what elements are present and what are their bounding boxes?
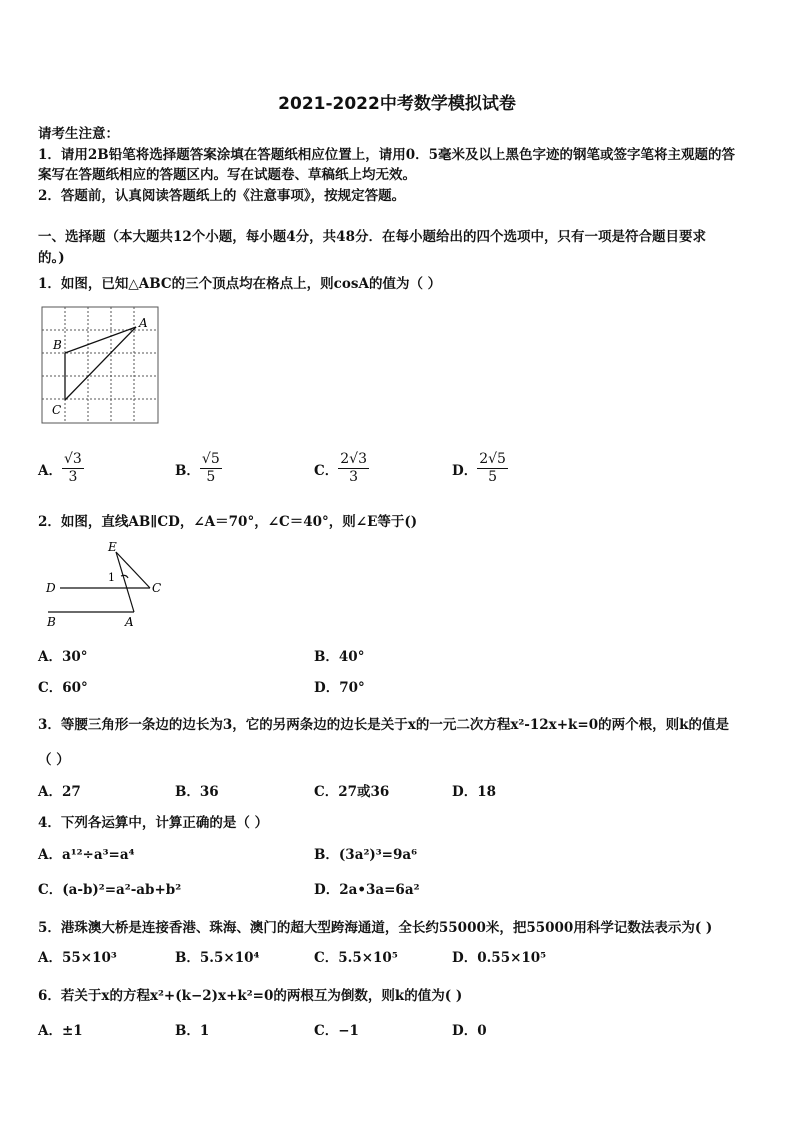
q1-option-d-label: D． [452,462,478,479]
q1-option-a-label: A． [38,462,62,479]
q1-side-ca [65,327,136,400]
q2-label-c: C [152,581,162,595]
q2-option-c[interactable]: C．60° [38,680,88,696]
q1-option-c-den: 3 [349,469,359,486]
q1-option-a-num: √3 [62,452,84,469]
q3-stem: 3．等腰三角形一条边的边长为3，它的另两条边的边长是关于x的一元二次方程x²-12x+k=0的两个根，则k的值是 [38,717,729,733]
q6-option-c[interactable]: C．−1 [314,1023,359,1039]
q1-stem: 1．如图，已知△ABC的三个顶点均在格点上，则cosA的值为（ ） [38,276,442,292]
q2-stem: 2．如图，直线AB∥CD，∠A＝70°，∠C＝40°，则∠E等于() [38,514,418,530]
q2-option-d[interactable]: D．70° [314,680,365,696]
q3-option-a[interactable]: A．27 [38,784,81,800]
section-heading-line-1: 一、选择题（本大题共12个小题，每小题4分，共48分．在每小题给出的四个选项中，只有一项是符合题目要求 [38,229,706,245]
q1-side-ab [65,327,136,353]
q2-label-angle-1: 1 [108,571,115,584]
q1-option-d-num: 2√5 [477,452,508,469]
q2-option-a[interactable]: A．30° [38,649,88,665]
q5-option-b[interactable]: B．5.5×10⁴ [175,950,260,966]
q1-option-d-den: 5 [488,469,498,486]
q2-label-b: B [47,615,56,629]
q6-option-b[interactable]: B．1 [175,1023,210,1039]
q1-option-b-den: 5 [206,469,216,486]
q1-option-b-label: B． [175,462,200,479]
q2-label-e: E [108,540,117,554]
page-title: 2021-2022中考数学模拟试卷 [278,94,516,114]
q2-option-b[interactable]: B．40° [314,649,365,665]
q5-option-a[interactable]: A．55×10³ [38,950,117,966]
q6-option-d[interactable]: D．0 [452,1023,487,1039]
q1-option-b-num: √5 [200,452,222,469]
q3-option-c[interactable]: C．27或36 [314,784,390,800]
q2-label-d: D [46,581,56,595]
q5-stem: 5．港珠澳大桥是连接香港、珠海、澳门的超大型跨海通道，全长约55000米，把55000用科学记数法表示为( ) [38,920,713,936]
q3-option-d[interactable]: D．18 [452,784,496,800]
q4-stem: 4．下列各运算中，计算正确的是（ ） [38,815,269,831]
q1-option-c-num: 2√3 [338,452,369,469]
q1-label-b: B [53,338,62,352]
q1-grid-figure [38,303,164,429]
section-heading-line-2: 的。) [38,250,65,266]
notice-line-1: 1．请用2B铅笔将选择题答案涂填在答题纸相应位置上，请用0．5毫米及以上黑色字迹的钢笔或签字笔将主观题的答 [38,147,735,163]
q6-stem: 6．若关于x的方程x²+(k−2)x+k²=0的两根互为倒数，则k的值为( ) [38,988,463,1004]
q3-option-b[interactable]: B．36 [175,784,219,800]
q4-option-a[interactable]: A．a¹²÷a³=a⁴ [38,847,135,863]
notice-heading: 请考生注意： [38,126,119,142]
q1-option-c[interactable] [314,452,369,486]
q2-label-a: A [125,615,134,629]
q1-option-d[interactable] [452,452,508,486]
q2-parallel-lines-figure [38,538,178,630]
q3-stem-blank: （ ） [38,752,70,768]
q1-option-c-label: C． [314,462,339,479]
q4-option-c[interactable]: C．(a-b)²=a²-ab+b² [38,882,182,898]
q1-option-b[interactable] [175,452,222,486]
q1-label-a: A [139,316,148,330]
q1-option-a[interactable] [38,452,84,486]
q2-angle-1-arc [121,575,128,578]
notice-line-2: 案写在答题纸相应的答题区内。写在试题卷、草稿纸上均无效。 [38,167,416,183]
q6-option-a[interactable]: A．±1 [38,1023,83,1039]
q5-option-c[interactable]: C．5.5×10⁵ [314,950,398,966]
q5-option-d[interactable]: D．0.55×10⁵ [452,950,547,966]
q1-label-c: C [52,403,62,417]
q4-option-b[interactable]: B．(3a²)³=9a⁶ [314,847,418,863]
q1-option-a-den: 3 [68,469,78,486]
q4-option-d[interactable]: D．2a•3a=6a² [314,882,420,898]
notice-line-3: 2．答题前，认真阅读答题纸上的《注意事项》，按规定答题。 [38,188,406,204]
